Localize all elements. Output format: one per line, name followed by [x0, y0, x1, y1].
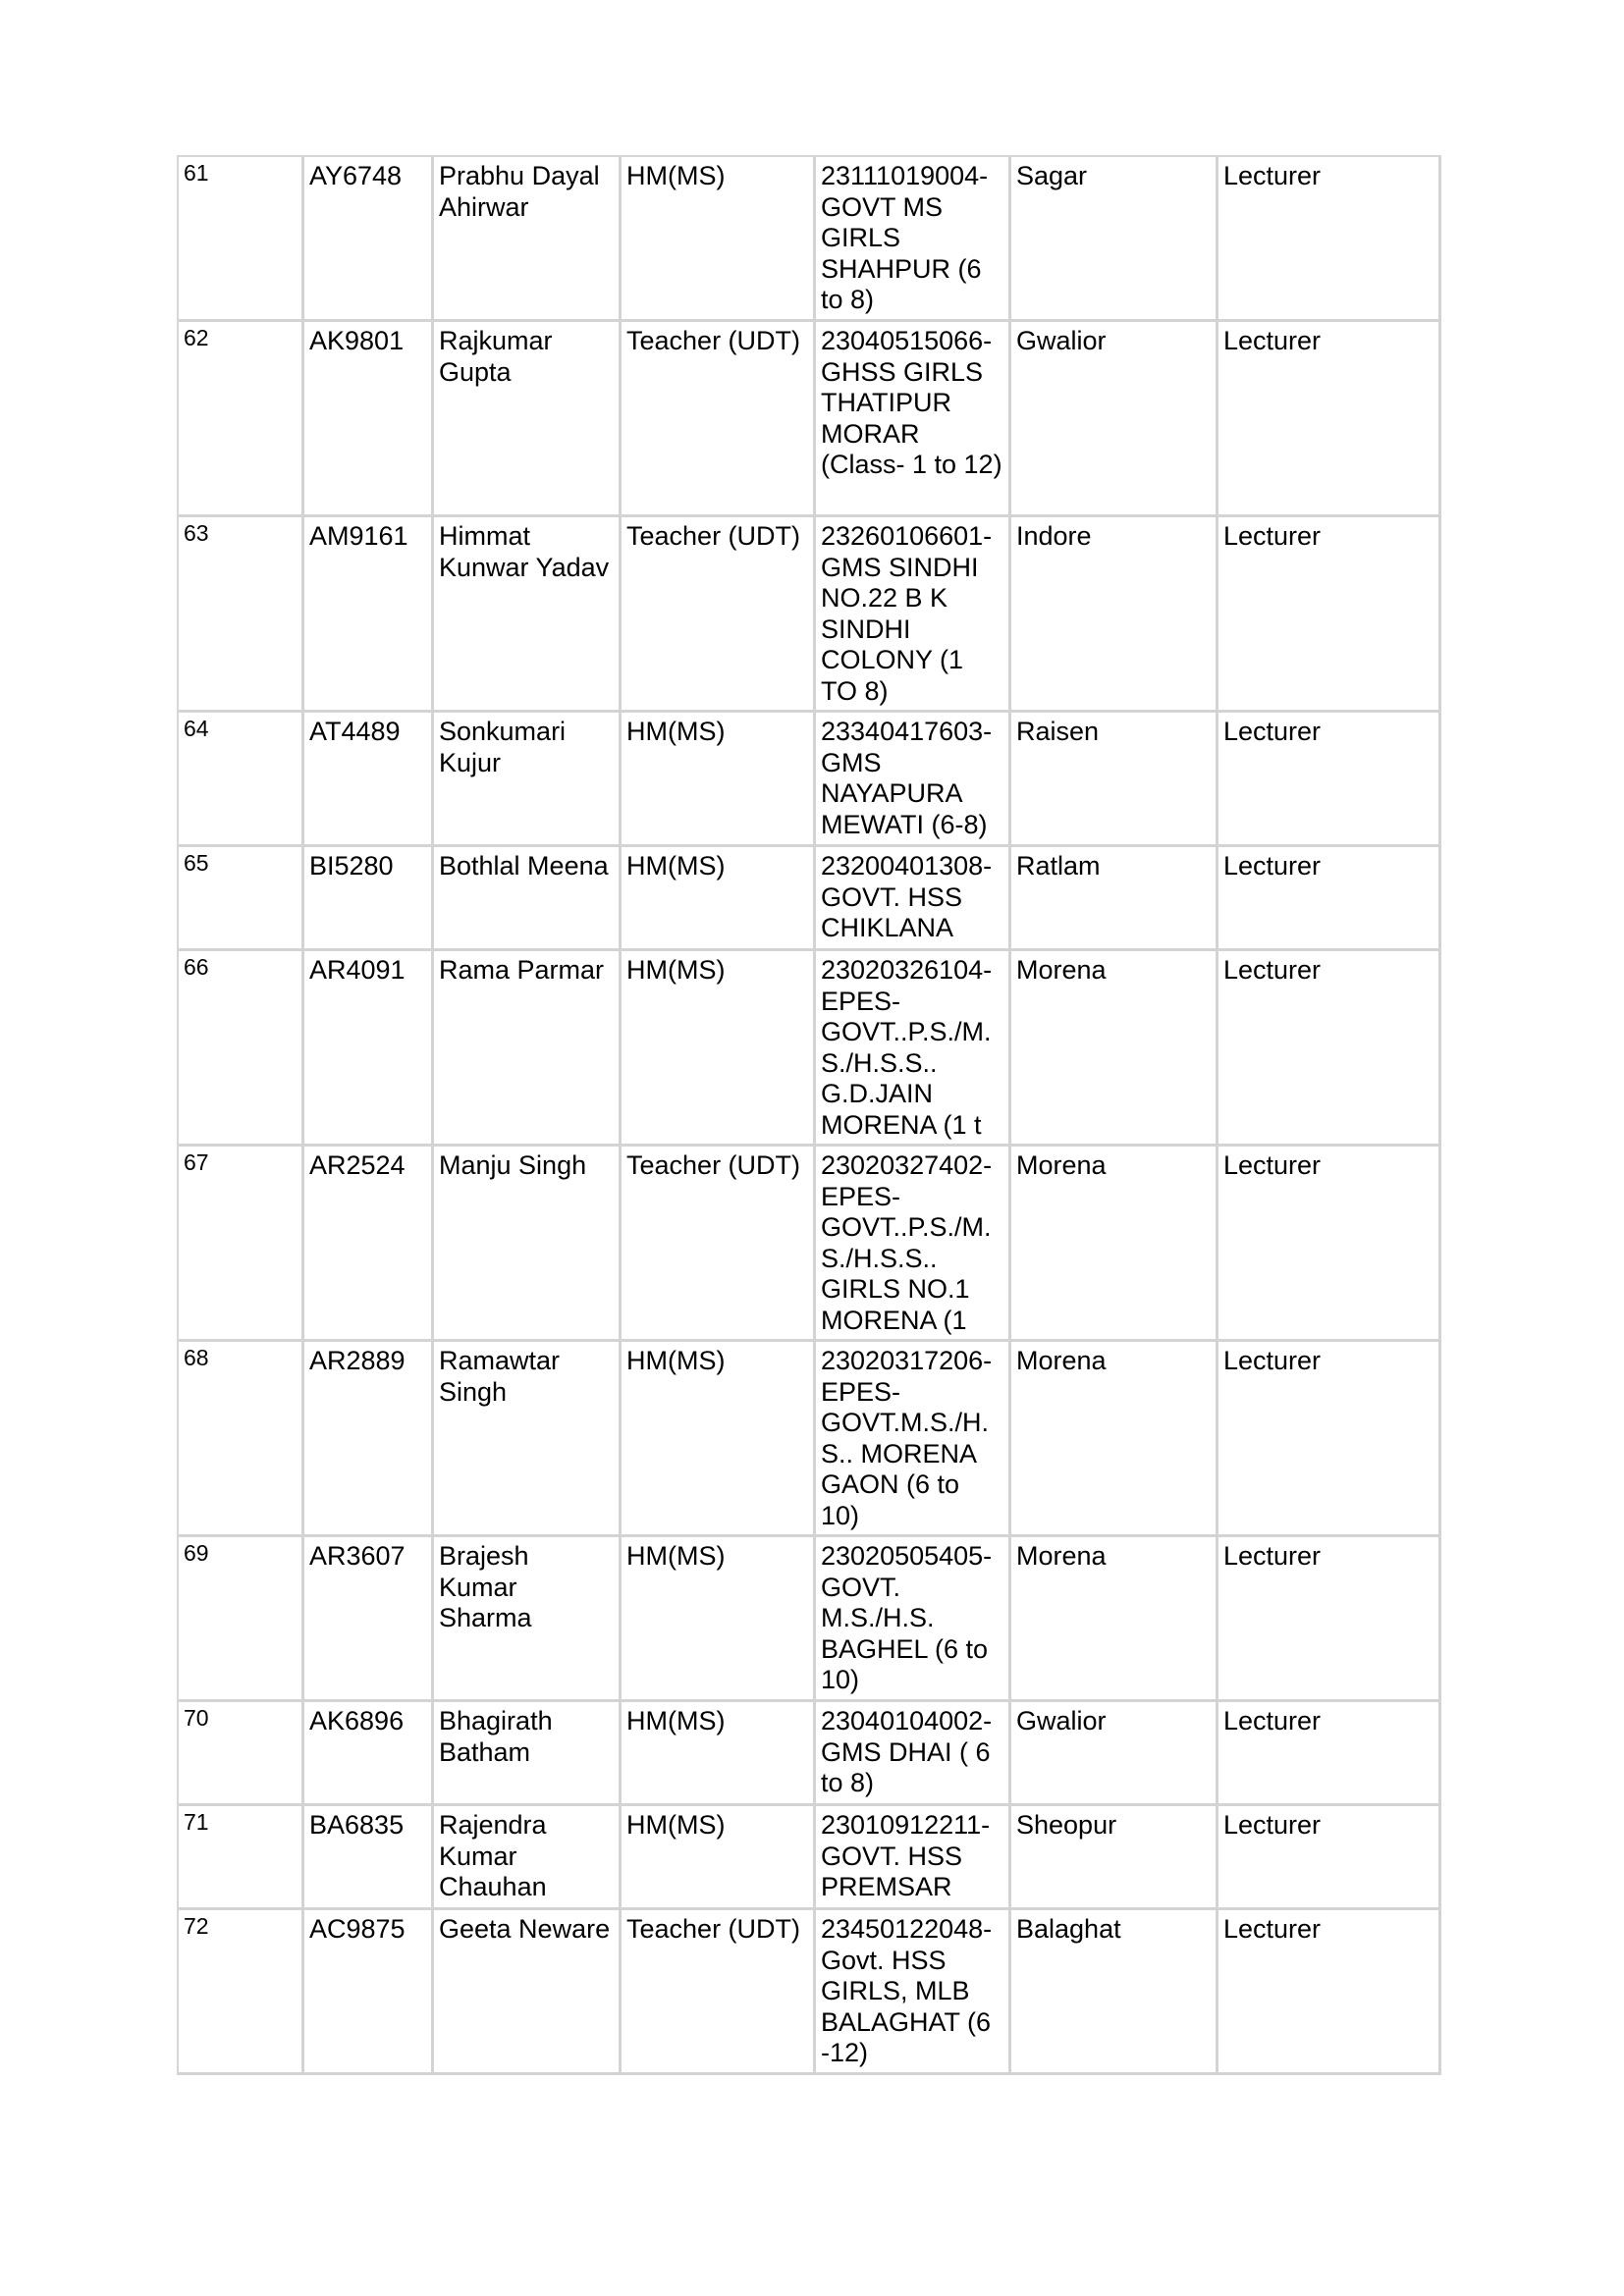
school-cell: 23450122048-Govt. HSS GIRLS, MLB BALAGHAT (6 -12)	[816, 1910, 1011, 2075]
table-row	[179, 157, 1441, 322]
promoted-post-cell: Lecturer	[1218, 322, 1441, 517]
serial-number-cell: 67	[179, 1147, 304, 1342]
employee-name-cell: Rajendra Kumar Chauhan	[434, 1806, 622, 1910]
school-cell: 23020326104-EPES-GOVT..P.S./M.S./H.S.S.. G.D.JAIN MORENA (1 t	[816, 951, 1011, 1147]
employee-name-cell: Bothlal Meena	[434, 847, 622, 951]
serial-number-cell: 65	[179, 847, 304, 951]
table-body	[179, 157, 1441, 2075]
employee-code-cell: AR3607	[304, 1537, 434, 1702]
current-post-cell: HM(MS)	[622, 951, 816, 1147]
promoted-post-cell: Lecturer	[1218, 1806, 1441, 1910]
serial-number-cell: 68	[179, 1342, 304, 1537]
promoted-post-cell: Lecturer	[1218, 713, 1441, 847]
district-cell: Raisen	[1011, 713, 1218, 847]
serial-number-cell: 63	[179, 517, 304, 713]
employee-code-cell: BI5280	[304, 847, 434, 951]
employee-name-cell: Geeta Neware	[434, 1910, 622, 2075]
serial-number-cell: 62	[179, 322, 304, 517]
promoted-post-cell: Lecturer	[1218, 1342, 1441, 1537]
district-cell: Morena	[1011, 1147, 1218, 1342]
promoted-post-cell: Lecturer	[1218, 517, 1441, 713]
employee-name-cell: Sonkumari Kujur	[434, 713, 622, 847]
school-cell: 23200401308-GOVT. HSS CHIKLANA	[816, 847, 1011, 951]
school-cell: 23010912211-GOVT. HSS PREMSAR	[816, 1806, 1011, 1910]
school-cell: 23111019004-GOVT MS GIRLS SHAHPUR (6 to 8)	[816, 157, 1011, 322]
employee-code-cell: AR2889	[304, 1342, 434, 1537]
district-cell: Gwalior	[1011, 1702, 1218, 1806]
promoted-post-cell: Lecturer	[1218, 1702, 1441, 1806]
promotion-list-table	[177, 155, 1441, 2075]
school-cell: 23020327402-EPES-GOVT..P.S./M.S./H.S.S.. GIRLS NO.1 MORENA (1	[816, 1147, 1011, 1342]
school-cell: 23040104002-GMS DHAI ( 6 to 8)	[816, 1702, 1011, 1806]
current-post-cell: Teacher (UDT)	[622, 517, 816, 713]
promoted-post-cell: Lecturer	[1218, 1147, 1441, 1342]
employee-name-cell: Rajkumar Gupta	[434, 322, 622, 517]
district-cell: Gwalior	[1011, 322, 1218, 517]
employee-code-cell: AK6896	[304, 1702, 434, 1806]
district-cell: Morena	[1011, 1342, 1218, 1537]
serial-number-cell: 71	[179, 1806, 304, 1910]
promoted-post-cell: Lecturer	[1218, 951, 1441, 1147]
employee-code-cell: AM9161	[304, 517, 434, 713]
employee-name-cell: Bhagirath Batham	[434, 1702, 622, 1806]
table-row	[179, 1147, 1441, 1342]
employee-name-cell: Ramawtar Singh	[434, 1342, 622, 1537]
school-cell: 23340417603-GMS NAYAPURA MEWATI (6-8)	[816, 713, 1011, 847]
district-cell: Balaghat	[1011, 1910, 1218, 2075]
current-post-cell: HM(MS)	[622, 1537, 816, 1702]
table-row	[179, 1910, 1441, 2075]
serial-number-cell: 69	[179, 1537, 304, 1702]
table-row	[179, 713, 1441, 847]
current-post-cell: HM(MS)	[622, 847, 816, 951]
promoted-post-cell: Lecturer	[1218, 157, 1441, 322]
promoted-post-cell: Lecturer	[1218, 1910, 1441, 2075]
table-row	[179, 322, 1441, 517]
serial-number-cell: 72	[179, 1910, 304, 2075]
serial-number-cell: 66	[179, 951, 304, 1147]
current-post-cell: HM(MS)	[622, 1342, 816, 1537]
employee-code-cell: AK9801	[304, 322, 434, 517]
table-row	[179, 1537, 1441, 1702]
employee-code-cell: AR2524	[304, 1147, 434, 1342]
current-post-cell: HM(MS)	[622, 157, 816, 322]
district-cell: Morena	[1011, 1537, 1218, 1702]
table-row	[179, 1806, 1441, 1910]
school-cell: 23020317206-EPES-GOVT.M.S./H.S.. MORENA GAON (6 to 10)	[816, 1342, 1011, 1537]
current-post-cell: Teacher (UDT)	[622, 322, 816, 517]
employee-name-cell: Prabhu Dayal Ahirwar	[434, 157, 622, 322]
table-row	[179, 517, 1441, 713]
school-cell: 23260106601-GMS SINDHI NO.22 B K SINDHI COLONY (1 TO 8)	[816, 517, 1011, 713]
employee-code-cell: AR4091	[304, 951, 434, 1147]
school-cell: 23040515066-GHSS GIRLS THATIPUR MORAR (Class- 1 to 12)	[816, 322, 1011, 517]
district-cell: Morena	[1011, 951, 1218, 1147]
table-row	[179, 951, 1441, 1147]
promoted-post-cell: Lecturer	[1218, 847, 1441, 951]
current-post-cell: HM(MS)	[622, 1702, 816, 1806]
employee-name-cell: Rama Parmar	[434, 951, 622, 1147]
serial-number-cell: 70	[179, 1702, 304, 1806]
employee-name-cell: Brajesh Kumar Sharma	[434, 1537, 622, 1702]
employee-code-cell: BA6835	[304, 1806, 434, 1910]
employee-code-cell: AT4489	[304, 713, 434, 847]
table-row	[179, 1702, 1441, 1806]
employee-code-cell: AC9875	[304, 1910, 434, 2075]
employee-name-cell: Manju Singh	[434, 1147, 622, 1342]
current-post-cell: Teacher (UDT)	[622, 1147, 816, 1342]
promoted-post-cell: Lecturer	[1218, 1537, 1441, 1702]
serial-number-cell: 64	[179, 713, 304, 847]
current-post-cell: Teacher (UDT)	[622, 1910, 816, 2075]
district-cell: Sheopur	[1011, 1806, 1218, 1910]
current-post-cell: HM(MS)	[622, 713, 816, 847]
employee-code-cell: AY6748	[304, 157, 434, 322]
serial-number-cell: 61	[179, 157, 304, 322]
table-row	[179, 1342, 1441, 1537]
table-row	[179, 847, 1441, 951]
district-cell: Indore	[1011, 517, 1218, 713]
district-cell: Sagar	[1011, 157, 1218, 322]
district-cell: Ratlam	[1011, 847, 1218, 951]
employee-name-cell: Himmat Kunwar Yadav	[434, 517, 622, 713]
current-post-cell: HM(MS)	[622, 1806, 816, 1910]
school-cell: 23020505405-GOVT. M.S./H.S. BAGHEL (6 to 10)	[816, 1537, 1011, 1702]
